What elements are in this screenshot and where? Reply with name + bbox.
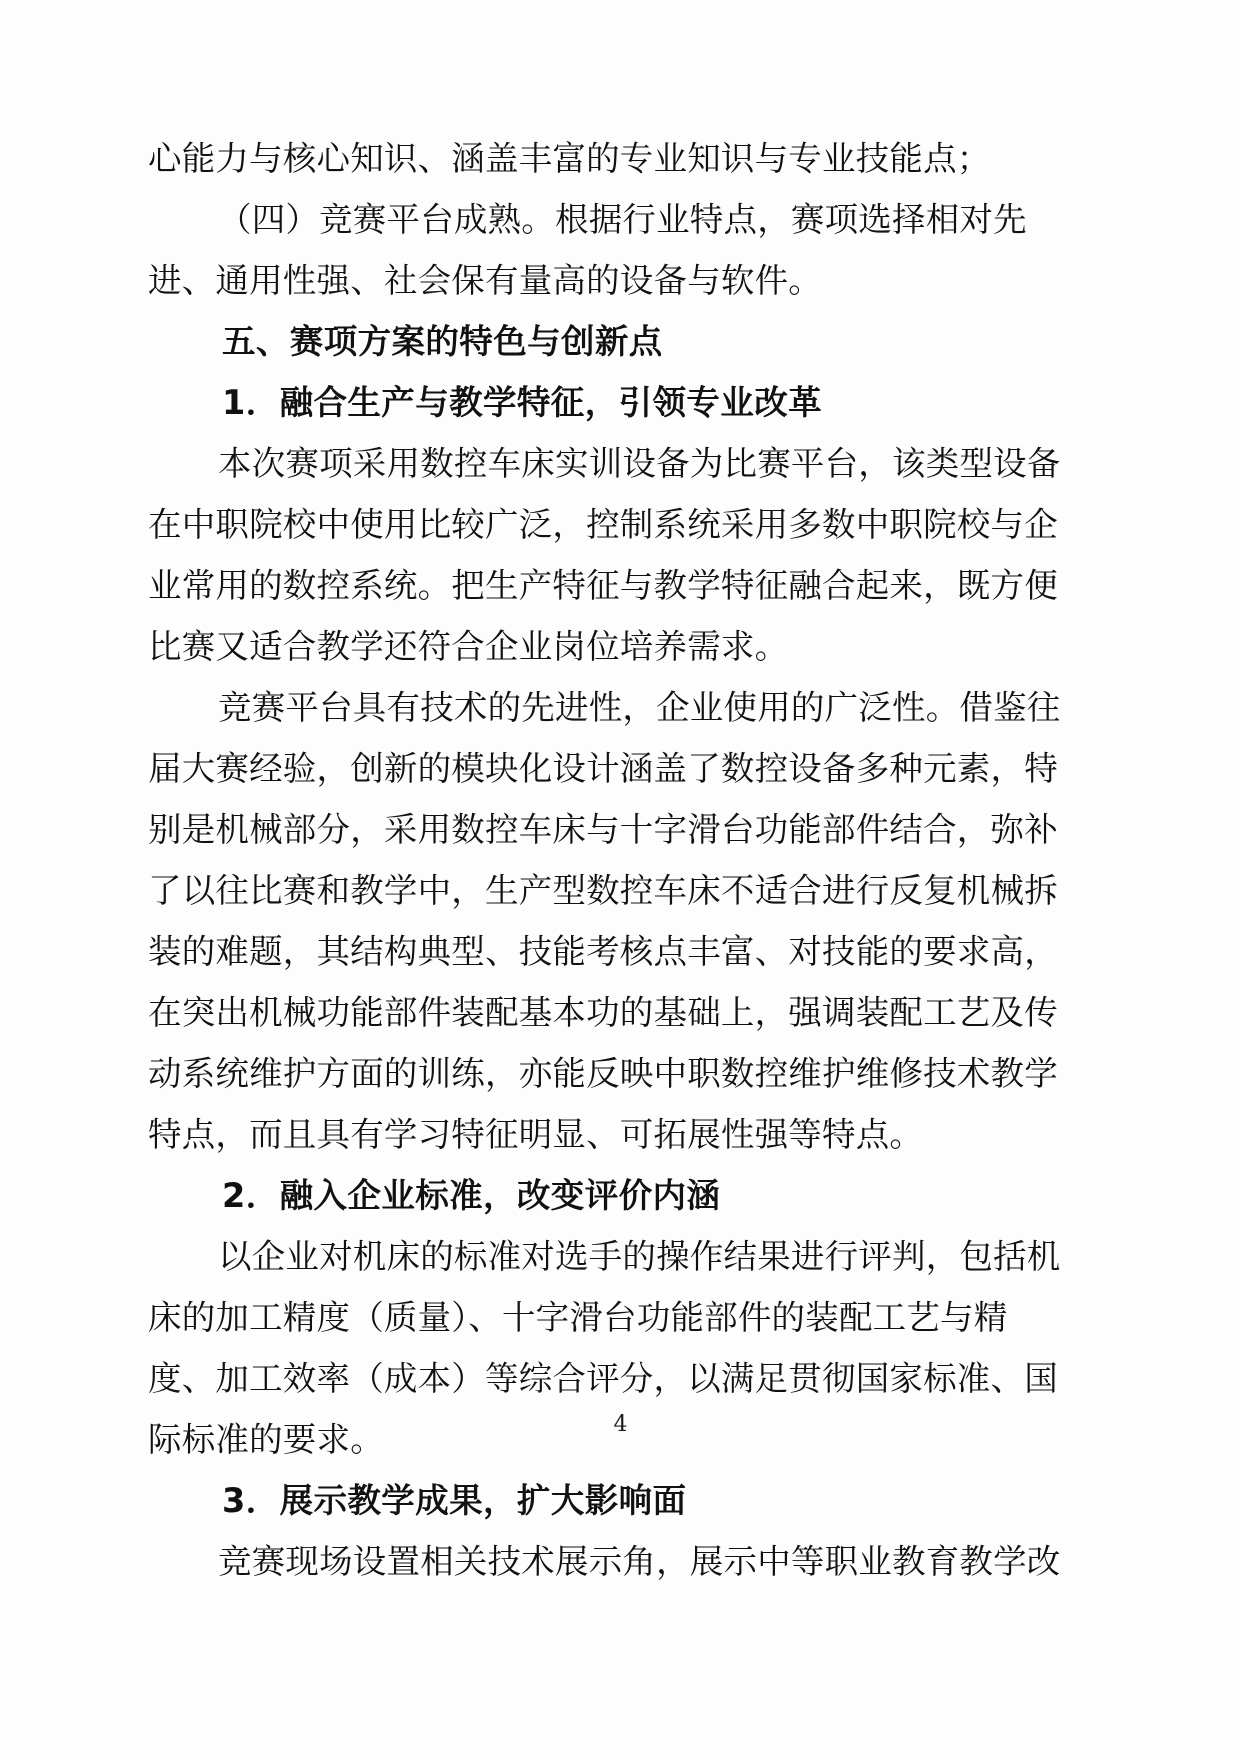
- heading-item-3: [148, 1470, 966, 1531]
- heading-line: 3．展示教学成果，扩大影响面: [222, 1481, 687, 1520]
- text-line: 在中职院校中使用比较广泛，控制系统采用多数中职院校与企: [148, 505, 1058, 544]
- text-line: 别是机械部分，采用数控车床与十字滑台功能部件结合，弥补: [148, 810, 1058, 849]
- text-line: 届大赛经验，创新的模块化设计涵盖了数控设备多种元素，特: [148, 749, 1058, 788]
- heading-section-five: [148, 311, 966, 372]
- text-line: （四）竞赛平台成熟。根据行业特点，赛项选择相对先: [218, 200, 1027, 239]
- heading-line: 五、赛项方案的特色与创新点: [222, 322, 663, 361]
- text-line: 度、加工效率（成本）等综合评分，以满足贯彻国家标准、国: [148, 1359, 1058, 1398]
- text-line: 特点，而且具有学习特征明显、可拓展性强等特点。: [148, 1115, 924, 1154]
- text-line: 竞赛现场设置相关技术展示角，展示中等职业教育教学改: [218, 1542, 1061, 1581]
- paragraph-item-four: [148, 189, 1027, 311]
- text-line: 业常用的数控系统。把生产特征与教学特征融合起来，既方便: [148, 566, 1058, 605]
- text-line: 了以往比赛和教学中，生产型数控车床不适合进行反复机械拆: [148, 871, 1058, 910]
- text-line: 装的难题，其结构典型、技能考核点丰富、对技能的要求高，: [148, 932, 1058, 971]
- text-line: 心能力与核心知识、涵盖丰富的专业知识与专业技能点；: [148, 139, 991, 178]
- text-line: 比赛又适合教学还符合企业岗位培养需求。: [148, 627, 789, 666]
- heading-line: 1．融合生产与教学特征，引领专业改革: [222, 383, 823, 422]
- heading-item-2: [148, 1165, 966, 1226]
- heading-line: 2．融入企业标准，改变评价内涵: [222, 1176, 721, 1215]
- text-line: 竞赛平台具有技术的先进性，企业使用的广泛性。借鉴往: [218, 688, 1061, 727]
- text-line: 际标准的要求。: [148, 1420, 384, 1459]
- paragraph-1-2: [148, 677, 1061, 1165]
- text-line: 进、通用性强、社会保有量高的设备与软件。: [148, 261, 822, 300]
- heading-item-1: [148, 372, 966, 433]
- text-line: 以企业对机床的标准对选手的操作结果进行评判，包括机: [218, 1237, 1061, 1276]
- paragraph-3-1: [148, 1531, 1061, 1592]
- text-line: 动系统维护方面的训练，亦能反映中职数控维护维修技术教学: [148, 1054, 1058, 1093]
- text-line: 本次赛项采用数控车床实训设备为比赛平台，该类型设备: [218, 444, 1061, 483]
- text-line: 在突出机械功能部件装配基本功的基础上，强调装配工艺及传: [148, 993, 1058, 1032]
- text-line: 床的加工精度（质量）、十字滑台功能部件的装配工艺与精: [148, 1298, 1008, 1337]
- page-number: 4: [613, 1412, 628, 1437]
- paragraph-core-ability: [148, 128, 991, 189]
- paragraph-1-1: [148, 433, 1061, 677]
- page-content-area: [148, 128, 1061, 1592]
